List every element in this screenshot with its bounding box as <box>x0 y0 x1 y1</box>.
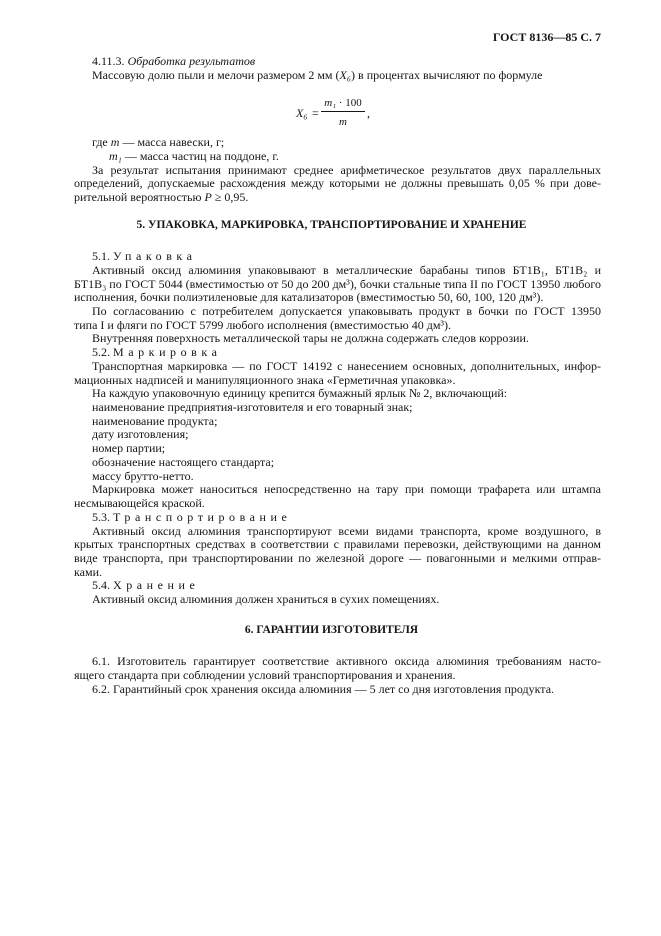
clause-5-2-title-line <box>74 346 601 360</box>
clause-5-1-line-4: По согласованию с потребителем допускается упаковывать продукт в бочки по ГОСТ 13950 <box>92 304 601 318</box>
formula-trailing-comma: , <box>367 105 370 120</box>
label-list-item: массу брутто-нетто. <box>92 468 194 483</box>
clause-5-1-number: 5.1. <box>92 249 113 264</box>
result-line-3 <box>74 191 601 205</box>
clause-5-4-number: 5.4. <box>92 578 113 593</box>
where-symbol-1: m <box>110 135 120 150</box>
clause-5-2-line-10: Маркировка может наноситься непосредственно на тару при помощи трафарета или штампа <box>92 482 601 497</box>
where-text-1: — масса навески, г; <box>119 135 225 150</box>
clause-5-4-line-1: Активный оксид алюминия должен храниться в сухих помещениях. <box>92 592 440 607</box>
where-symbol-2: m₁ <box>109 148 122 163</box>
clause-5-3-title-line <box>74 511 601 525</box>
formula <box>74 83 601 137</box>
result-last-after: ≥ 0,95. <box>211 190 249 204</box>
clause-6-1-line-2: ящего стандарта при соблюдении условий транспортирования и хранения. <box>74 667 456 682</box>
result-line-1: За результат испытания принимают среднее арифметическое результатов двух параллельных <box>92 162 601 177</box>
formula-numerator <box>321 96 365 110</box>
result-last-symbol: P <box>204 190 212 204</box>
result-line-2: определений, допускаемые расхождения между которыми не должны превышать 0,05 % при дове- <box>74 176 601 191</box>
clause-5-2-line-2: мационных надписей и манипуляционного знака «Герметичная упаковка». <box>74 372 456 387</box>
clause-5-1-line-3: исполнения, бочки полиэтиленовые для катализаторов (вместимостью 50, 60, 100, 120 дм³). <box>74 290 544 305</box>
clause-4-11-3-title-line <box>74 55 601 69</box>
clause-5-2-line-3: На каждую упаковочную единицу крепится бумажный ярлык № 2, включающий: <box>92 386 508 401</box>
document-body <box>74 55 601 696</box>
clause-5-2-number: 5.2. <box>92 345 113 360</box>
section-5-heading: 5. УПАКОВКА, МАРКИРОВКА, ТРАНСПОРТИРОВАНИЕ И ХРАНЕНИЕ <box>136 219 527 232</box>
section-6-heading: 6. ГАРАНТИИ ИЗГОТОВИТЕЛЯ <box>244 624 419 637</box>
numerator-symbol: m₁ <box>324 96 337 109</box>
label-list-item: номер партии; <box>92 441 166 456</box>
where-line-1 <box>74 136 601 150</box>
intro-symbol: X₆ <box>339 67 352 82</box>
formula-equals: = <box>312 105 319 120</box>
clause-5-3-line-4: ками. <box>74 564 102 579</box>
clause-4-11-3-intro-line <box>74 69 601 83</box>
clause-title: Обработка результатов <box>127 54 256 69</box>
clause-5-1-title-line <box>74 250 601 264</box>
formula-denominator: m <box>339 115 347 128</box>
clause-number: 4.11.3. <box>92 54 128 69</box>
formula-lhs: X₆ <box>296 105 308 120</box>
clause-5-3-line-1: Активный оксид алюминия транспортируют всеми видами транспорта, кроме воздушного, в <box>92 523 601 538</box>
clause-5-3-line-2: крытых транспортных средствах в соответствии с правилами перевозки, действующими на данном <box>74 537 601 552</box>
label-list-item: обозначение настоящего стандарта; <box>92 454 275 469</box>
clause-5-3-title: Транспортирование <box>113 509 292 524</box>
where-text-2: — масса частиц на поддоне, г. <box>121 148 279 163</box>
clause-5-1-line-5: типа I и фляги по ГОСТ 5799 любого исполнения (вместимостью 40 дм³). <box>74 317 452 332</box>
where-label: где <box>92 135 111 150</box>
clause-5-1-title: Упаковка <box>113 249 197 264</box>
clause-5-1-line-6: Внутренняя поверхность металлической тары не должна содержать следов коррозии. <box>92 331 529 346</box>
clause-5-2-line-1: Транспортная маркировка — по ГОСТ 14192 с нанесением основных, дополнительных, инфор- <box>92 358 601 373</box>
label-list-item: наименование продукта; <box>92 413 218 428</box>
clause-6-1-line-1: 6.1. Изготовитель гарантирует соответствие активного оксида алюминия требованиям насто- <box>92 654 601 669</box>
label-list-item: дату изготовления; <box>92 427 189 442</box>
clause-5-4-title-line <box>74 579 601 593</box>
clause-5-4-title: Хранение <box>113 578 200 593</box>
label-list-item: наименование предприятия-изготовителя и его товарный знак; <box>92 400 413 415</box>
clause-5-1-line-1: Активный оксид алюминия упаковывают в металлические барабаны типов БТ1В₁, БТ1В₂ и <box>92 262 601 277</box>
clause-6-2-line-1: 6.2. Гарантийный срок хранения оксида алюминия — 5 лет со дня изготовления продукта. <box>92 681 555 696</box>
clause-5-3-line-3: виде транспорта, при транспортировании по железной дороге — повагонными и мелкими отправ- <box>74 550 601 565</box>
page-header: ГОСТ 8136—85 С. 7 <box>492 30 601 44</box>
clause-5-2-line-11: несмывающейся краской. <box>74 496 205 511</box>
intro-text-after: ) в процентах вычисляют по формуле <box>351 67 543 82</box>
result-last-before: рительной вероятностью <box>74 190 205 204</box>
clause-5-1-line-2: БТ1В₃ по ГОСТ 5044 (вместимостью от 50 до 200 дм³), бочки стальные типа II по ГОСТ 13950 любого <box>74 276 601 291</box>
intro-text-before: Массовую долю пыли и мелочи размером 2 мм ( <box>92 67 340 82</box>
numerator-rest: · 100 <box>336 96 362 109</box>
clause-5-2-title: Маркировка <box>113 345 222 360</box>
formula-fraction <box>321 96 365 129</box>
where-line-2 <box>74 150 601 164</box>
fraction-bar <box>321 111 365 112</box>
clause-5-3-number: 5.3. <box>92 509 113 524</box>
